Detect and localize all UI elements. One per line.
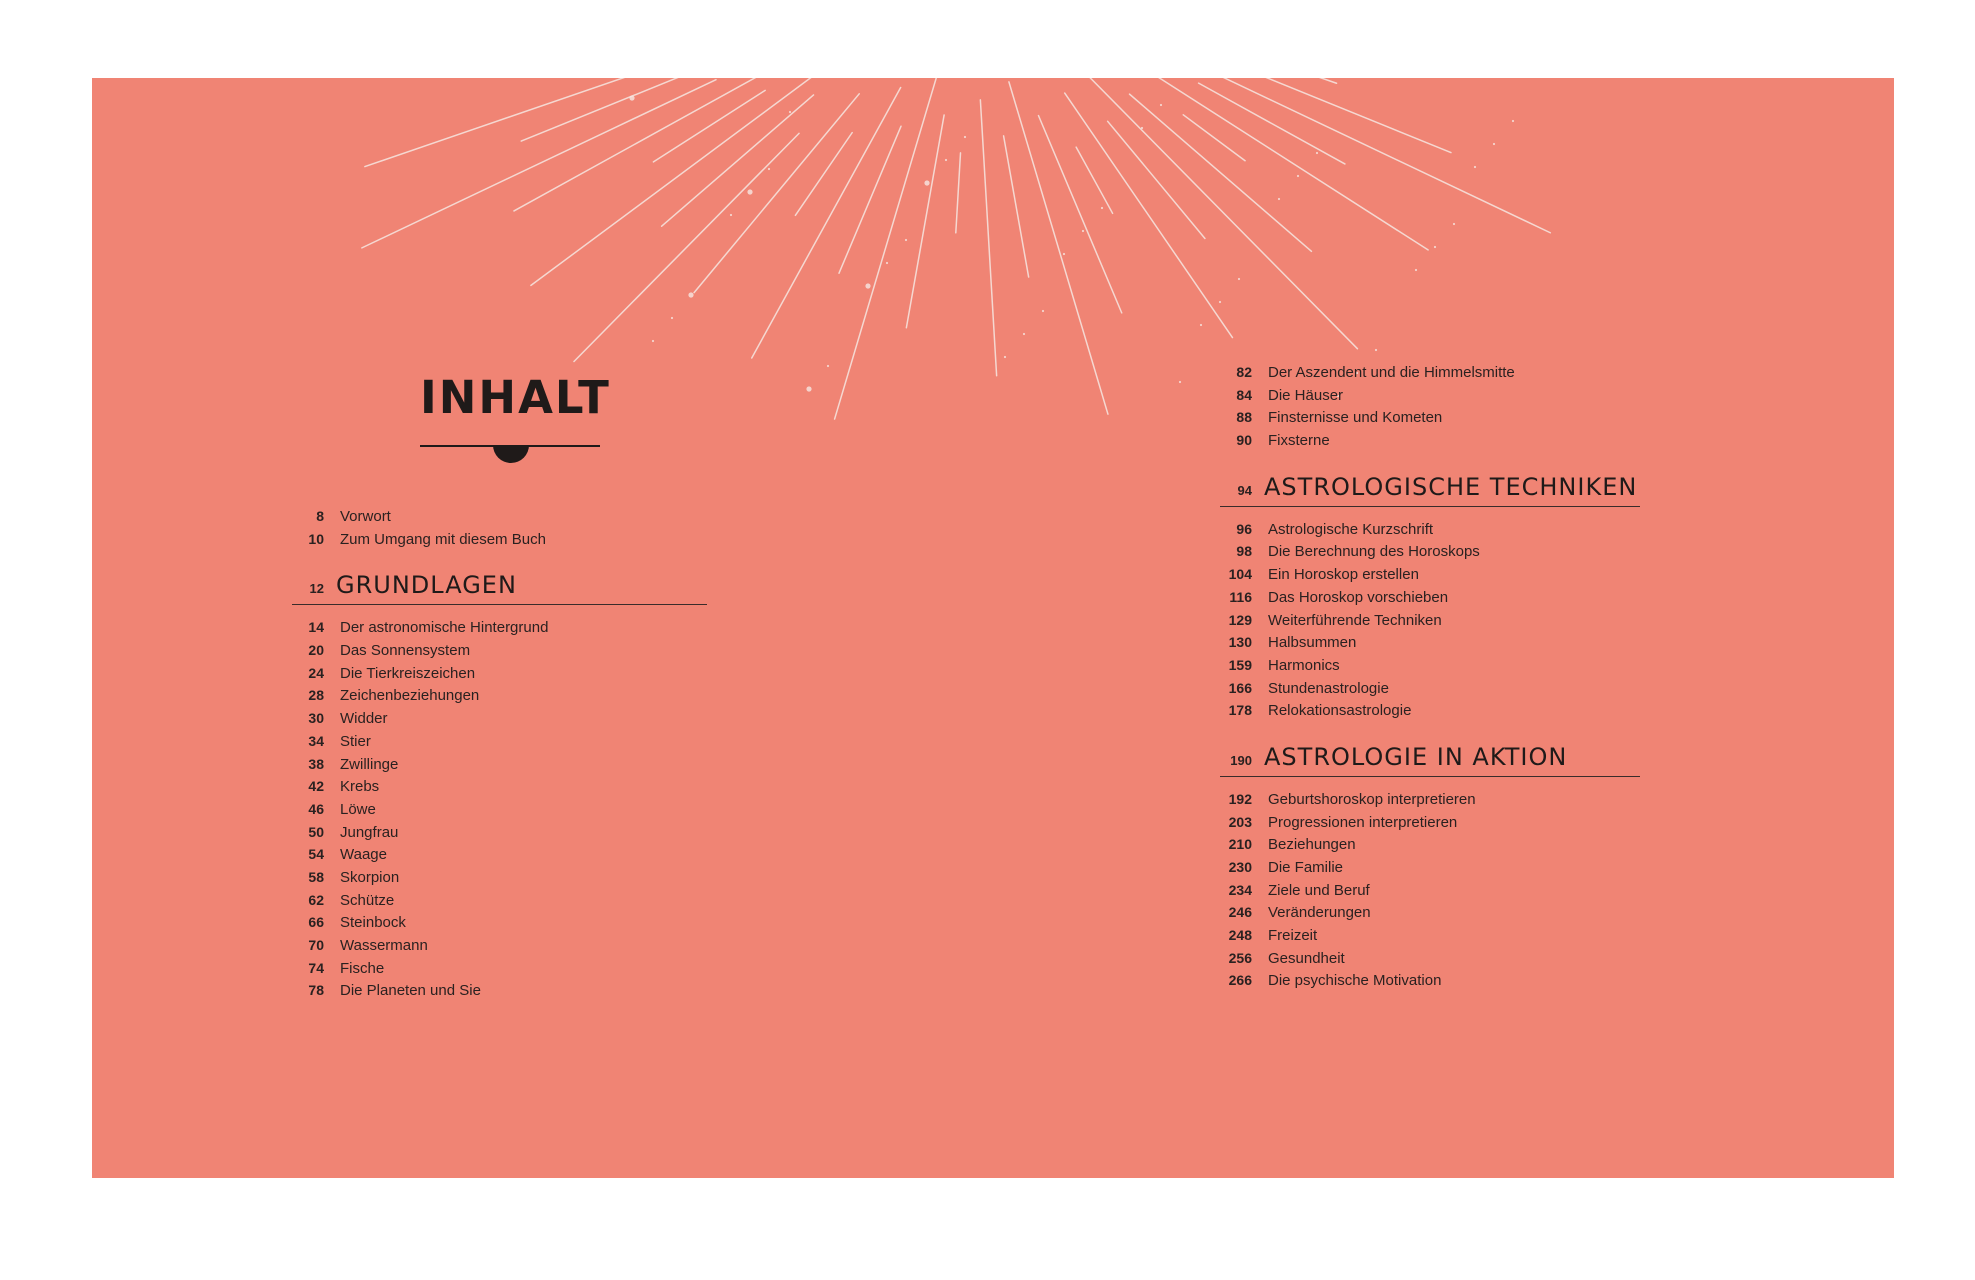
- section-page-number: 190: [1230, 752, 1252, 768]
- entry-page-number: 50: [308, 823, 324, 840]
- sun-ray: [1082, 78, 1357, 349]
- toc-entry: [292, 778, 707, 801]
- entry-label: Steinbock: [340, 914, 406, 932]
- section-title: ASTROLOGISCHE TECHNIKEN: [1264, 472, 1638, 501]
- entry-list: [1220, 791, 1640, 995]
- section-grundlagen: [292, 571, 707, 1005]
- star-dot: [1141, 127, 1143, 129]
- section-page-number: 12: [309, 581, 324, 597]
- entry-page-number: 248: [1228, 927, 1252, 944]
- star-dot: [1200, 324, 1202, 326]
- toc-entry: [292, 869, 707, 892]
- entry-page-number: 82: [1236, 364, 1252, 380]
- book-spread: [92, 78, 1894, 1178]
- entry-page-number: 78: [308, 982, 324, 999]
- star-dot: [827, 365, 829, 367]
- entry-page-number: 14: [308, 619, 324, 636]
- entry-page-number: 192: [1228, 790, 1252, 807]
- star-dot: [768, 168, 770, 170]
- star-dot: [671, 317, 673, 319]
- star-dot: [1316, 152, 1318, 154]
- star-dot: [1023, 333, 1025, 335]
- entry-label: Astrologische Kurzschrift: [1268, 520, 1434, 538]
- right-sections: [1220, 473, 1640, 995]
- entry-label: Das Horoskop vorschieben: [1268, 588, 1449, 606]
- toc-entry: [292, 914, 707, 937]
- entry-page-number: 66: [308, 914, 324, 931]
- star-dot: [730, 214, 732, 216]
- toc-entry: [1220, 364, 1640, 387]
- toc-entry: [292, 710, 707, 733]
- entry-page-number: 28: [308, 687, 324, 704]
- entry-page-number: 203: [1228, 813, 1252, 830]
- star-dot: [1238, 278, 1240, 280]
- toc-entry: [1220, 950, 1640, 973]
- toc-entry: [292, 531, 707, 554]
- star-dot: [886, 262, 888, 264]
- entry-page-number: 54: [308, 846, 324, 863]
- entry-page-number: 130: [1228, 634, 1252, 651]
- entry-page-number: 24: [308, 664, 324, 681]
- toc-entry: [1220, 521, 1640, 544]
- toc-entry: [292, 733, 707, 756]
- intro-list: [292, 508, 707, 553]
- sun-ray: [694, 94, 859, 293]
- sun-ray: [1004, 136, 1029, 277]
- toc-entry: [1220, 409, 1640, 432]
- entry-page-number: 62: [308, 891, 324, 908]
- entry-page-number: 266: [1228, 972, 1252, 989]
- star-dot: [1219, 301, 1221, 303]
- toc-entry: [1220, 387, 1640, 410]
- page-title: INHALT: [420, 371, 611, 424]
- star-dot: [806, 386, 811, 391]
- entry-page-number: 20: [308, 642, 324, 659]
- entry-label: Jungfrau: [340, 823, 399, 841]
- entry-label: Die Familie: [1268, 859, 1344, 876]
- entry-page-number: 42: [308, 778, 324, 795]
- toc-entry: [1220, 543, 1640, 566]
- sun-ray: [839, 126, 901, 273]
- toc-entry: [1220, 882, 1640, 905]
- sun-ray: [574, 133, 799, 361]
- toc-title-block: [420, 368, 611, 428]
- entry-label: Die Häuser: [1268, 386, 1344, 404]
- toc-entry: [1220, 657, 1640, 680]
- entry-page-number: 34: [308, 732, 324, 749]
- entry-label: Widder: [340, 710, 388, 728]
- star-dot: [1415, 269, 1417, 271]
- entry-label: Finsternisse und Kometen: [1268, 409, 1443, 427]
- star-dot: [1512, 120, 1514, 122]
- section-title: GRUNDLAGEN: [336, 571, 517, 600]
- toc-entry: [292, 508, 707, 531]
- toc-entry: [1220, 972, 1640, 995]
- entry-label: Zwillinge: [340, 755, 399, 773]
- entry-label: Der Aszendent und die Himmelsmitte: [1268, 364, 1515, 381]
- star-dot: [1160, 104, 1162, 106]
- entry-label: Fixsterne: [1268, 432, 1330, 450]
- star-dot: [747, 189, 752, 194]
- star-dot: [1278, 198, 1280, 200]
- star-dot: [905, 239, 907, 241]
- sun-ray: [1204, 78, 1451, 153]
- sun-ray: [1142, 78, 1428, 250]
- entry-page-number: 58: [308, 868, 324, 885]
- star-dot: [924, 180, 929, 185]
- star-dot: [1493, 143, 1495, 145]
- entry-page-number: 234: [1228, 881, 1252, 898]
- entry-label: Progressionen interpretieren: [1268, 813, 1458, 831]
- star-dot: [1179, 381, 1181, 383]
- entry-page-number: 256: [1228, 949, 1252, 966]
- toc-entry: [292, 687, 707, 710]
- entry-label: Ziele und Beruf: [1268, 881, 1370, 899]
- entry-label: Krebs: [340, 778, 380, 796]
- sun-ray: [1038, 116, 1121, 313]
- star-dot: [789, 111, 791, 113]
- continued-list: [1220, 364, 1640, 455]
- entry-page-number: 178: [1228, 702, 1252, 719]
- entry-label: Geburtshoroskop interpretieren: [1268, 790, 1476, 808]
- entry-label: Halbsummen: [1268, 634, 1357, 652]
- entry-page-number: 90: [1236, 432, 1252, 449]
- toc-entry: [1220, 612, 1640, 635]
- entry-label: Schütze: [340, 891, 395, 909]
- star-dot: [1474, 166, 1476, 168]
- entry-page-number: 84: [1236, 386, 1252, 403]
- toc-entry: [292, 982, 707, 1005]
- star-dot: [1004, 356, 1006, 358]
- star-dot: [1042, 310, 1044, 312]
- entry-page-number: 70: [308, 937, 324, 953]
- sun-ray: [1140, 78, 1336, 83]
- star-dot: [688, 292, 693, 297]
- entry-label: Stier: [340, 732, 371, 750]
- toc-entry: [292, 960, 707, 983]
- toc-entry: [292, 937, 707, 960]
- entry-label: Beziehungen: [1268, 836, 1356, 854]
- entry-label: Zeichenbeziehungen: [340, 687, 480, 705]
- entry-label: Gesundheit: [1268, 949, 1345, 967]
- section-title: ASTROLOGIE IN AKTION: [1264, 742, 1568, 771]
- entry-page-number: 96: [1236, 520, 1252, 537]
- entry-label: Skorpion: [340, 868, 400, 886]
- sun-ray: [1145, 78, 1550, 233]
- sun-ray: [1183, 115, 1245, 161]
- sun-ray: [531, 78, 836, 285]
- entry-label: Die psychische Motivation: [1268, 972, 1442, 990]
- toc-entry: [1220, 589, 1640, 612]
- entry-page-number: 38: [308, 755, 324, 772]
- sun-ray: [956, 153, 961, 233]
- entry-label: Die Tierkreiszeichen: [340, 664, 476, 682]
- entry-label: Relokationsastrologie: [1268, 702, 1412, 720]
- star-dot: [1434, 246, 1436, 248]
- entry-label: Freizeit: [1268, 927, 1318, 945]
- section-heading: [292, 571, 707, 605]
- entry-page-number: 246: [1228, 904, 1252, 921]
- toc-entry: [292, 892, 707, 915]
- entry-label: Zum Umgang mit diesem Buch: [340, 530, 546, 548]
- sun-ray: [662, 95, 814, 226]
- sun-ray: [362, 80, 716, 248]
- entry-label: Fische: [340, 959, 385, 977]
- toc-section: [1220, 473, 1640, 725]
- entry-page-number: 116: [1229, 588, 1252, 605]
- section-heading: [1220, 473, 1640, 507]
- toc-entry: [292, 846, 707, 869]
- entry-label: Vorwort: [340, 508, 391, 525]
- entry-label: Harmonics: [1268, 656, 1340, 674]
- toc-entry: [1220, 566, 1640, 589]
- entry-list: [292, 619, 707, 1005]
- star-dot: [964, 136, 966, 138]
- toc-entry: [1220, 680, 1640, 703]
- toc-entry: [292, 665, 707, 688]
- sun-ray: [1199, 83, 1345, 164]
- entry-page-number: 30: [308, 710, 324, 727]
- star-dot: [1297, 175, 1299, 177]
- toc-left-column: [292, 508, 707, 1005]
- entry-list: [1220, 521, 1640, 725]
- entry-page-number: 159: [1228, 656, 1252, 673]
- star-dot: [865, 283, 870, 288]
- sun-ray: [795, 133, 852, 216]
- entry-page-number: 98: [1236, 543, 1252, 560]
- entry-label: Der astronomische Hintergrund: [340, 619, 549, 637]
- entry-label: Das Sonnensystem: [340, 642, 471, 660]
- section-page-number: 94: [1237, 482, 1252, 498]
- star-dot: [945, 159, 947, 161]
- sun-ray: [1076, 147, 1112, 213]
- toc-entry: [292, 619, 707, 642]
- star-dot: [629, 95, 634, 100]
- entry-label: Löwe: [340, 800, 376, 818]
- entry-page-number: 8: [316, 508, 324, 524]
- entry-page-number: 104: [1228, 566, 1252, 583]
- entry-label: Weiterführende Techniken: [1268, 611, 1442, 629]
- entry-label: Stundenastrologie: [1268, 679, 1389, 697]
- toc-entry: [1220, 702, 1640, 725]
- toc-entry: [292, 756, 707, 779]
- star-dot: [652, 340, 654, 342]
- entry-label: Ein Horoskop erstellen: [1268, 566, 1419, 584]
- entry-page-number: 166: [1228, 679, 1252, 696]
- entry-label: Die Planeten und Sie: [340, 982, 481, 1000]
- entry-page-number: 88: [1236, 409, 1252, 426]
- toc-entry: [292, 824, 707, 847]
- sun-ray: [980, 100, 996, 376]
- toc-entry: [1220, 927, 1640, 950]
- star-dot: [1375, 349, 1377, 351]
- entry-label: Wassermann: [340, 937, 428, 954]
- entry-page-number: 129: [1228, 611, 1252, 628]
- sun-ray: [521, 78, 752, 141]
- toc-entry: [1220, 836, 1640, 859]
- toc-entry: [292, 642, 707, 665]
- toc-entry: [292, 801, 707, 824]
- toc-entry: [1220, 859, 1640, 882]
- toc-entry: [1220, 904, 1640, 927]
- entry-label: Veränderungen: [1268, 904, 1371, 922]
- toc-entry: [1220, 634, 1640, 657]
- entry-page-number: 230: [1228, 859, 1252, 875]
- section-heading: [1220, 743, 1640, 777]
- sun-ray: [1065, 93, 1233, 337]
- sun-ray: [906, 115, 944, 328]
- toc-entry: [1220, 791, 1640, 814]
- entry-page-number: 210: [1228, 836, 1252, 853]
- entry-page-number: 74: [308, 959, 324, 976]
- entry-label: Die Berechnung des Horoskops: [1268, 543, 1480, 561]
- star-dot: [1101, 207, 1103, 209]
- star-dot: [1453, 223, 1455, 225]
- entry-label: Waage: [340, 846, 387, 864]
- toc-entry: [1220, 432, 1640, 455]
- toc-section: [1220, 743, 1640, 995]
- entry-page-number: 10: [308, 530, 324, 547]
- toc-entry: [1220, 814, 1640, 837]
- toc-right-column: [1220, 364, 1640, 995]
- entry-page-number: 46: [308, 800, 324, 817]
- star-dot: [1063, 253, 1065, 255]
- star-dot: [1082, 230, 1084, 232]
